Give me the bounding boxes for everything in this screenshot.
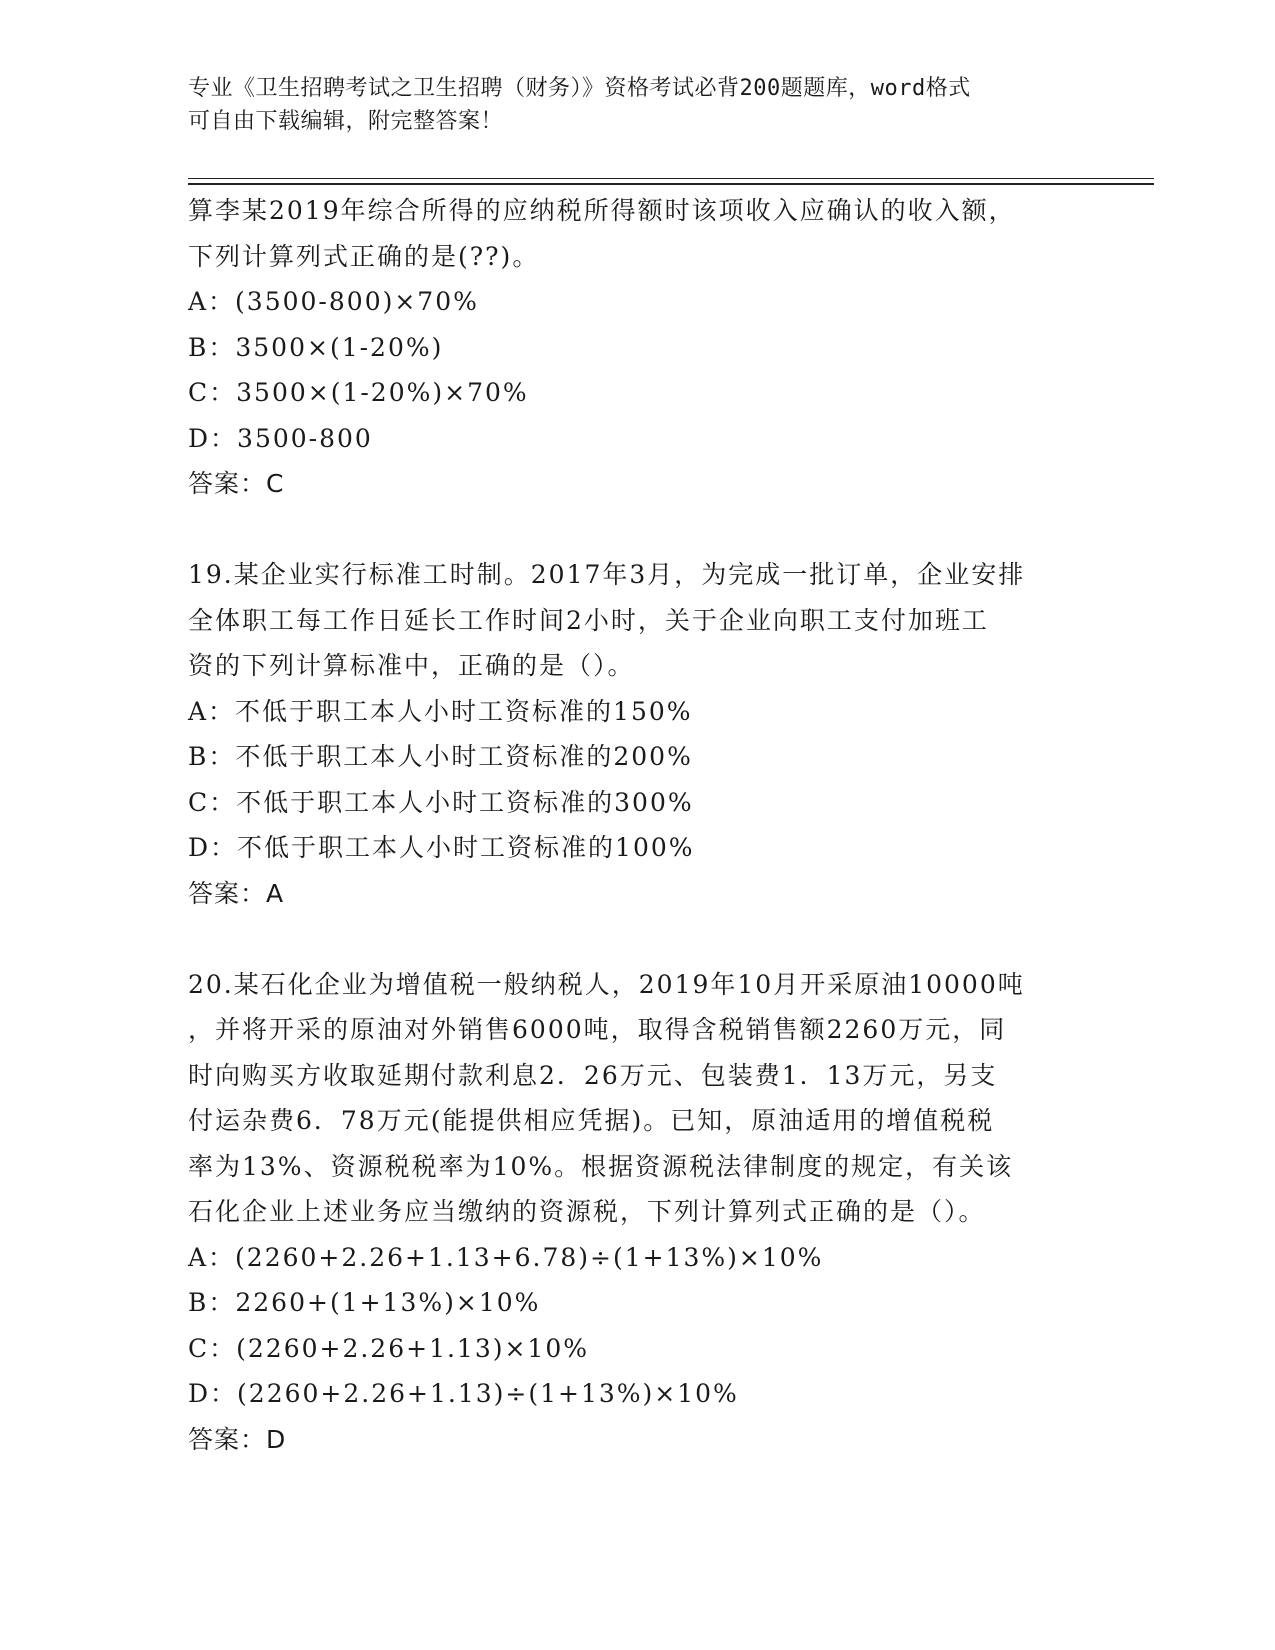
option-d: D：不低于职工本人小时工资标准的100% xyxy=(188,833,695,862)
question-20 xyxy=(188,962,1128,1463)
question-18 xyxy=(188,188,1128,507)
header-title-line-2: 可自由下载编辑，附完整答案！ xyxy=(188,109,504,134)
question-text-line: 资的下列计算标准中，正确的是（）。 xyxy=(188,651,635,680)
question-text-line: 19.某企业实行标准工时制。2017年3月，为完成一批订单，企业安排 xyxy=(188,560,1026,589)
question-text-line: 算李某2019年综合所得的应纳税所得额时该项收入应确认的收入额， xyxy=(188,196,1016,225)
question-text-line: 20.某石化企业为增值税一般纳税人，2019年10月开采原油10000吨 xyxy=(188,969,1025,999)
question-text-line: 石化企业上述业务应当缴纳的资源税，下列计算列式正确的是（）。 xyxy=(188,1197,986,1226)
document-header xyxy=(188,72,1068,138)
question-text-line: 时向购买方收取延期付款利息2．26万元、包装费1．13万元，另支 xyxy=(188,1060,998,1090)
option-a: A：(3500-800)×70% xyxy=(188,287,479,316)
option-a: A：(2260+2.26+1.13+6.78)÷(1+13%)×10% xyxy=(188,1242,824,1272)
option-c: C：(2260+2.26+1.13)×10% xyxy=(188,1333,589,1363)
spacer xyxy=(188,507,1128,553)
question-text-line: 下列计算列式正确的是(??)。 xyxy=(188,241,540,271)
option-d: D：3500-800 xyxy=(188,423,373,453)
question-19 xyxy=(188,552,1128,916)
question-content xyxy=(188,188,1128,1462)
question-text-line: ，并将开采的原油对外销售6000吨，取得含税销售额2260万元，同 xyxy=(188,1015,1007,1044)
header-title-line-1: 专业《卫生招聘考试之卫生招聘（财务）》资格考试必背200题题库，word格式 xyxy=(188,76,971,101)
question-text-line: 付运杂费6．78万元(能提供相应凭据)。已知，原油适用的增值税税 xyxy=(188,1106,995,1135)
answer-text: 答案：D xyxy=(188,1424,287,1454)
answer-text: 答案：C xyxy=(188,469,285,498)
option-b: B：2260+(1+13%)×10% xyxy=(188,1288,541,1317)
option-c: C：3500×(1-20%)×70% xyxy=(188,378,529,407)
question-text-line: 全体职工每工作日延长工作时间2小时，关于企业向职工支付加班工 xyxy=(188,605,989,635)
option-d: D：(2260+2.26+1.13)÷(1+13%)×10% xyxy=(188,1379,739,1408)
question-text-line: 率为13%、资源税税率为10%。根据资源税法律制度的规定，有关该 xyxy=(188,1151,1014,1181)
option-a: A：不低于职工本人小时工资标准的150% xyxy=(188,696,693,726)
option-b: B：3500×(1-20%) xyxy=(188,332,444,362)
header-divider-thick xyxy=(188,183,1154,185)
option-c: C：不低于职工本人小时工资标准的300% xyxy=(188,787,694,817)
spacer xyxy=(188,916,1128,962)
option-b: B：不低于职工本人小时工资标准的200% xyxy=(188,742,693,771)
answer-text: 答案：A xyxy=(188,878,285,908)
header-divider-thin xyxy=(188,178,1154,179)
